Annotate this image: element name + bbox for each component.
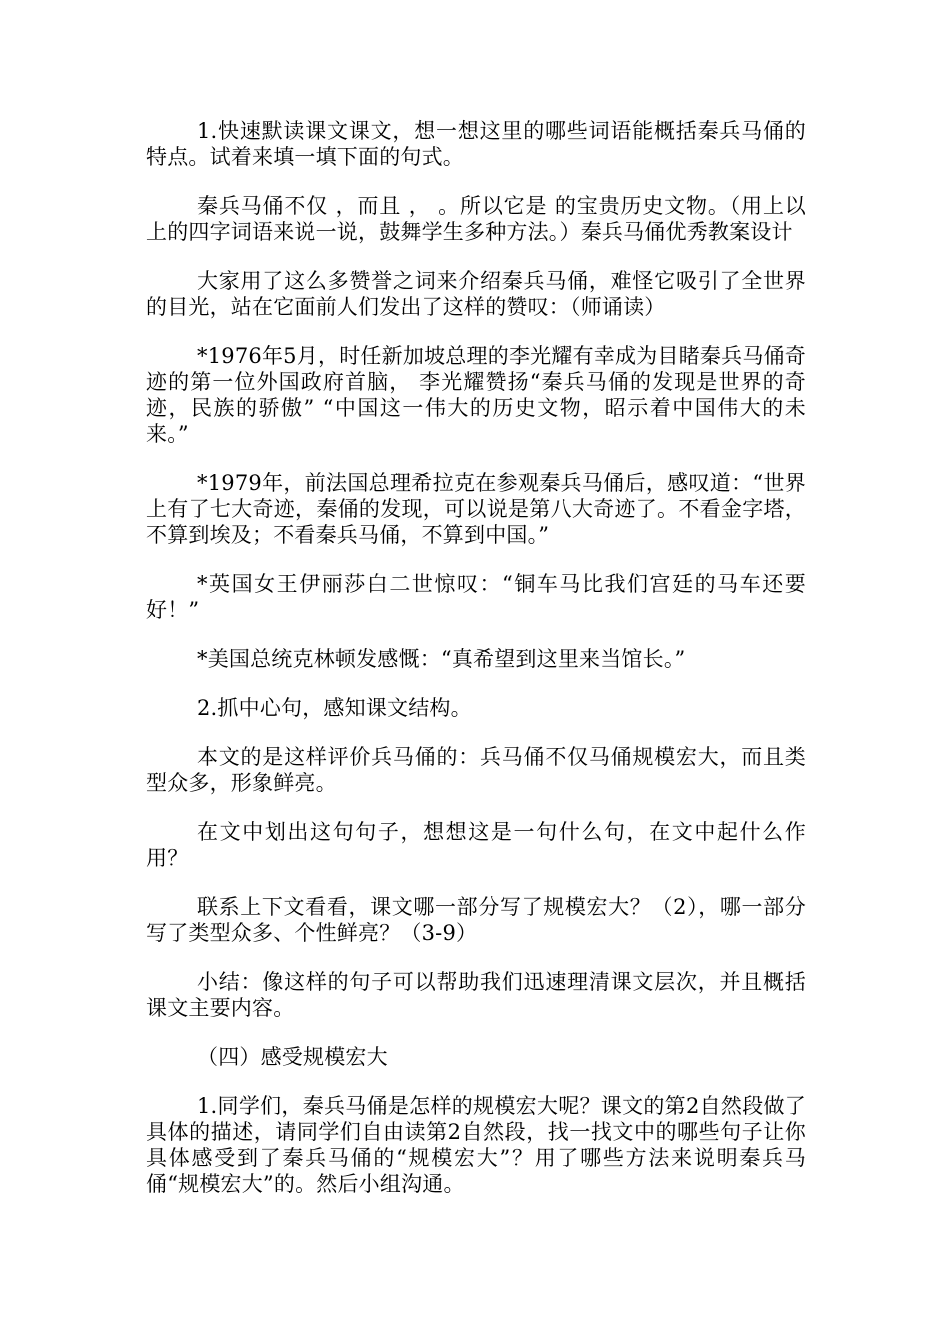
paragraph-8: 2.抓中心句，感知课文结构。 [197,696,472,720]
paragraph-9: 本文的是这样评价兵马俑的：兵马俑不仅马俑规模宏大，而且类型众多，形象鲜亮。 [146,745,806,795]
paragraph-12: 小结：像这样的句子可以帮助我们迅速理清课文层次，并且概括课文主要内容。 [146,970,806,1020]
paragraph-1: 1.快速默读课文课文，想一想这里的哪些词语能概括秦兵马俑的特点。试着来填一填下面的句式。 [146,119,806,169]
document-page [146,118,806,1220]
paragraph-11: 联系上下文看看，课文哪一部分写了规模宏大？（2），哪一部分写了类型众多、个性鲜亮？（3-9） [146,895,806,945]
paragraph-7: *美国总统克林顿发感慨：“真希望到这里来当馆长。” [197,647,686,671]
paragraph-3: 大家用了这么多赞誉之词来介绍秦兵马俑，难怪它吸引了全世界的目光，站在它面前人们发出了这样的赞叹：（师诵读） [146,269,806,319]
paragraph-14: 1.同学们，秦兵马俑是怎样的规模宏大呢？课文的第2自然段做了具体的描述，请同学们自由读第2自然段，找一找文中的哪些句子让你具体感受到了秦兵马俑的“规模宏大”？用了哪些方法来说明秦兵马俑“规模宏大”的。然后小组沟通。 [146,1094,806,1196]
paragraph-6: *英国女王伊丽莎白二世惊叹：“铜车马比我们宫廷的马车还要好！” [146,572,806,622]
paragraph-5: *1979年，前法国总理希拉克在参观秦兵马俑后，感叹道：“世界上有了七大奇迹，秦俑的发现，可以说是第八大奇迹了。不看金字塔，不算到埃及；不看秦兵马俑，不算到中国。” [146,471,806,547]
paragraph-10: 在文中划出这句句子，想想这是一句什么句，在文中起什么作用？ [146,820,806,870]
section-heading: （四）感受规模宏大 [197,1045,388,1069]
paragraph-4: *1976年5月，时任新加坡总理的李光耀有幸成为目睹秦兵马俑奇迹的第一位外国政府首脑， 李光耀赞扬“秦兵马俑的发现是世界的奇迹，民族的骄傲” “中国这一伟大的历史文物，昭示着中国伟大的未来。” [146,344,806,446]
paragraph-2: 秦兵马俑不仅 ，而且 ， 。所以它是 的宝贵历史文物。（用上以上的四字词语来说一说，鼓舞学生多种方法。）秦兵马俑优秀教案设计 [146,194,806,244]
